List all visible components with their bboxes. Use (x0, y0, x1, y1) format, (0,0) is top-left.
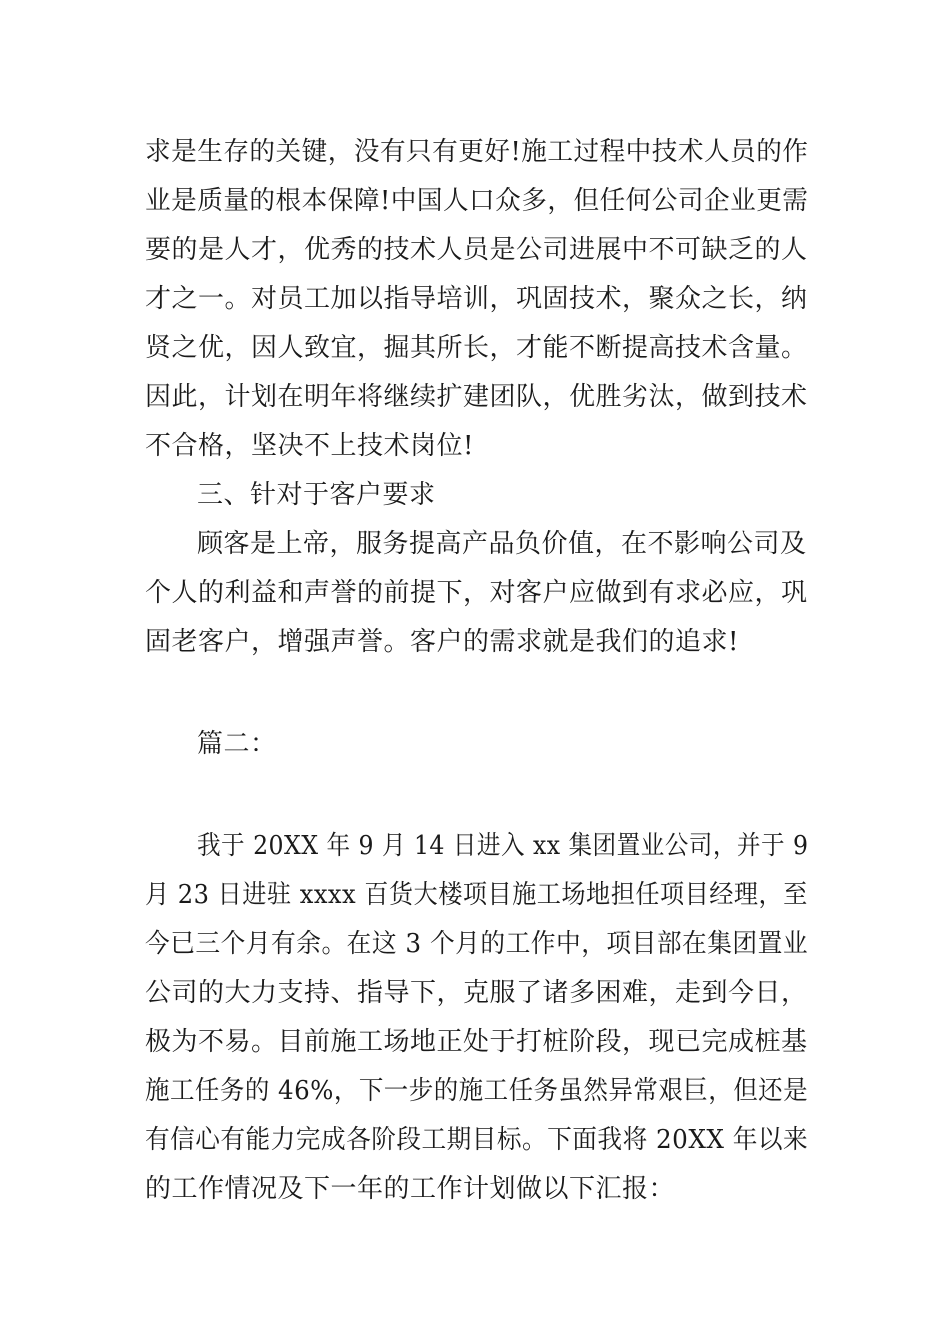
body-text-line: 求是生存的关键，没有只有更好!施工过程中技术人员的作 (145, 137, 809, 167)
body-text-line: 月 23 日进驻 xxxx 百货大楼项目施工场地担任项目经理，至 (145, 880, 808, 910)
body-text-line: 的工作情况及下一年的工作计划做以下汇报： (145, 1174, 676, 1204)
body-text-line: 公司的大力支持、指导下，克服了诸多困难，走到今日， (145, 978, 808, 1008)
body-text-line: 才之一。对员工加以指导培训，巩固技术，聚众之长，纳 (145, 284, 808, 314)
body-text-line: 极为不易。目前施工场地正处于打桩阶段，现已完成桩基 (145, 1027, 808, 1057)
body-text-line: 今已三个月有余。在这 3 个月的工作中，项目部在集团置业 (145, 929, 809, 959)
body-text-line: 不合格，坚决不上技术岗位! (145, 431, 474, 461)
body-text-line: 因此，计划在明年将继续扩建团队，优胜劣汰，做到技术 (145, 382, 808, 412)
body-text-line: 个人的利益和声誉的前提下，对客户应做到有求必应，巩 (145, 578, 808, 608)
body-text-line: 固老客户，增强声誉。客户的需求就是我们的追求! (145, 627, 739, 657)
body-text-line: 施工任务的 46%，下一步的施工任务虽然异常艰巨，但还是 (145, 1076, 809, 1106)
part-heading: 篇二： (197, 729, 277, 759)
body-text-line: 要的是人才，优秀的技术人员是公司进展中不可缺乏的人 (145, 235, 808, 265)
section-heading: 三、针对于客户要求 (197, 480, 436, 510)
body-text-line: 我于 20XX 年 9 月 14 日进入 xx 集团置业公司，并于 9 (197, 831, 809, 861)
body-text-line: 顾客是上帝，服务提高产品负价值，在不影响公司及 (197, 529, 807, 559)
body-text-line: 业是质量的根本保障!中国人口众多，但任何公司企业更需 (145, 186, 809, 216)
body-text-line: 贤之优，因人致宜，掘其所长，才能不断提高技术含量。 (145, 333, 808, 363)
body-text-line: 有信心有能力完成各阶段工期目标。下面我将 20XX 年以来 (145, 1125, 809, 1155)
